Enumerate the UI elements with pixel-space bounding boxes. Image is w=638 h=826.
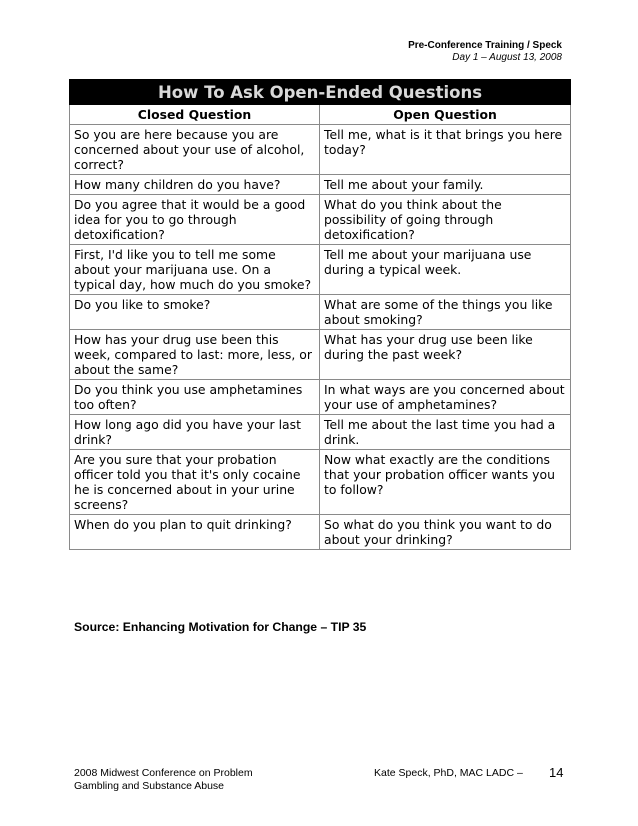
table-row	[70, 415, 571, 450]
closed-question-cell: How many children do you have?	[70, 175, 320, 195]
table-row	[70, 195, 571, 245]
closed-question-cell: How has your drug use been this week, compared to last: more, less, or about the same?	[70, 330, 320, 380]
closed-question-cell: So you are here because you are concerned about your use of alcohol, correct?	[70, 125, 320, 175]
column-header-open: Open Question	[320, 105, 571, 125]
closed-question-cell: Do you agree that it would be a good idea for you to go through detoxification?	[70, 195, 320, 245]
open-question-cell: Tell me about your family.	[320, 175, 571, 195]
closed-question-cell: Are you sure that your probation officer told you that it's only cocaine he is concerned about in your urine screens?	[70, 450, 320, 515]
open-question-cell: So what do you think you want to do about your drinking?	[320, 515, 571, 550]
source-citation: Source: Enhancing Motivation for Change – TIP 35	[74, 620, 367, 634]
footer-author: Kate Speck, PhD, MAC LADC –	[374, 767, 523, 779]
footer-conference	[74, 767, 253, 793]
closed-question-cell: Do you like to smoke?	[70, 295, 320, 330]
page-number: 14	[549, 765, 564, 780]
table-row	[70, 245, 571, 295]
table-row	[70, 175, 571, 195]
table-row	[70, 450, 571, 515]
page-header	[408, 40, 562, 64]
table-row	[70, 380, 571, 415]
closed-question-cell: When do you plan to quit drinking?	[70, 515, 320, 550]
column-header-closed: Closed Question	[70, 105, 320, 125]
closed-question-cell: Do you think you use amphetamines too often?	[70, 380, 320, 415]
table-title: How To Ask Open-Ended Questions	[70, 80, 571, 105]
questions-table-container	[69, 79, 570, 550]
open-question-cell: Tell me about your marijuana use during a typical week.	[320, 245, 571, 295]
table-row	[70, 330, 571, 380]
open-question-cell: Now what exactly are the conditions that your probation officer wants you to follow?	[320, 450, 571, 515]
open-question-cell: Tell me about the last time you had a drink.	[320, 415, 571, 450]
open-question-cell: What are some of the things you like about smoking?	[320, 295, 571, 330]
header-date: Day 1 – August 13, 2008	[452, 52, 562, 63]
table-row	[70, 295, 571, 330]
closed-question-cell: How long ago did you have your last drink?	[70, 415, 320, 450]
footer-conference-line1: 2008 Midwest Conference on Problem	[74, 767, 253, 779]
open-question-cell: Tell me, what is it that brings you here today?	[320, 125, 571, 175]
table-row	[70, 515, 571, 550]
table-row	[70, 125, 571, 175]
header-training-title: Pre-Conference Training / Speck	[408, 40, 562, 51]
open-question-cell: What do you think about the possibility of going through detoxification?	[320, 195, 571, 245]
questions-table	[69, 79, 571, 550]
footer-conference-line2: Gambling and Substance Abuse	[74, 780, 225, 792]
closed-question-cell: First, I'd like you to tell me some about your marijuana use. On a typical day, how much do you smoke?	[70, 245, 320, 295]
open-question-cell: What has your drug use been like during the past week?	[320, 330, 571, 380]
open-question-cell: In what ways are you concerned about your use of amphetamines?	[320, 380, 571, 415]
